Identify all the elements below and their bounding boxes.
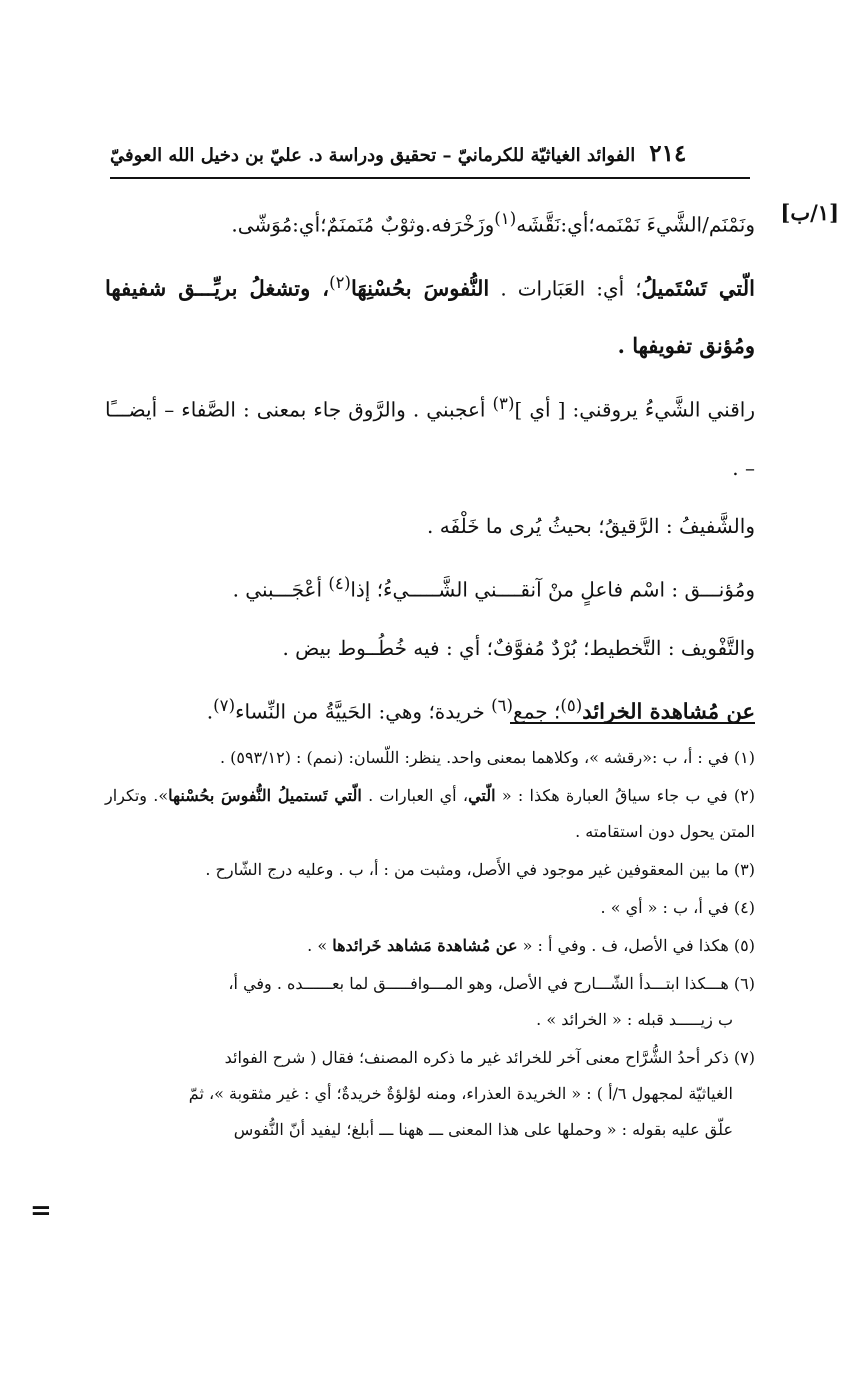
footnote-4: (٤) في أ، ب : « أي » . [600, 898, 755, 917]
footnote-2: (٢) في ب جاء سياقُ العبارة هكذا : « الّتي، أي العبارات . الّتي تَستميلُ النُّفوسَ بحُسْنها». وتكرار المتن يحول دون استقامته . [105, 786, 755, 841]
matn-phrase: عن مُشاهدة الخرائد [582, 698, 755, 724]
header-rule [110, 177, 750, 179]
text-line: الّتي تَسْتَميلُ؛ أي: العَبَارات . النُّفوسَ بحُسْنِهَا$^{(٢)}$، وتشغلُ بريِّـــق شفيفها ومُؤنق تفويفها . [105, 272, 755, 359]
running-title: الفوائد الغياثيّة للكرمانيّ – تحقيق ودراسة د. عليّ بن دخيل الله العوفيّ [110, 145, 636, 166]
footnote-ref[interactable]: (٥) [560, 695, 583, 715]
footnote-1: (١) في : أ، ب :«رقشه »، وكلاهما بمعنى واحد. ينظر: اللّسان: (نمم) : (٥٩٣/١٢) . [219, 748, 755, 767]
footnote-ref[interactable]: (٣) [492, 394, 515, 414]
text-line: ونَمْنَم/الشَّيءَ نَمْنَمه؛أي:نَقَّشَه$^{(١)}$وزَخْرَفه.وثوْبٌ مُنَمنَمٌ؛أي:مُوَشّى. [231, 209, 755, 237]
matn-phrase: النُّفوسَ بحُسْنِهَا [351, 275, 490, 301]
page-number: ٢١٤ [649, 140, 687, 167]
text-line: والشَّفيفُ : الرَّقيقُ؛ بحيثُ يُرى ما خَلْفَه . [427, 513, 755, 538]
footnote-ref[interactable]: (٢) [329, 272, 352, 292]
matn-phrase: ، وتشغلُ بريِّـــق شفيفها ومُؤنق تفويفها . [105, 275, 755, 359]
footnote-separator [510, 722, 755, 724]
text-line: والتَّفْويف : التَّخطيط؛ بُرْدٌ مُفوَّفٌ؛ أي : فيه خُطُــوط بيض . [282, 635, 755, 660]
footnote-6: (٦) هـــكذا ابتـــدأ الشّـــارح في الأصل، وهو المـــوافـــــق لما بعــــــده . وفي أ، ب زيـــــد قبله : « الخرائد » . [228, 974, 755, 1029]
footnote-ref[interactable]: (٤) [328, 573, 351, 593]
continuation-mark: = [30, 1196, 52, 1226]
manuscript-folio-marker: [١/ب] [780, 200, 839, 225]
footnote-7: (٧) ذكر أحدُ الشُّرَّاح معنى آخر للخرائد غير ما ذكره المصنف؛ فقال ( شرح الفوائد الغياثيّة لمجهول ٦/أ ) : « الخريدة العذراء، ومنه لؤلؤةٌ خريدةٌ؛ أي : غير مثقوبة »، ثمّ علّق عليه بقوله : « وحملها على هذا المعنى ـــ ههنا ـــ أبلغ؛ ليفيد أنّ النُّفوس [188, 1048, 755, 1139]
footnote-ref[interactable]: (١) [494, 209, 517, 228]
footnote-ref[interactable]: (٦) [491, 695, 514, 715]
page-header [110, 140, 750, 167]
text-line: ومُؤنـــق : اسْم فاعلٍ منْ آنقــــني الشَّـــــيءُ؛ إذا$^{(٤)}$ أعْجَـــبني . [232, 573, 755, 602]
footnote-ref[interactable]: (٧) [213, 695, 236, 715]
matn-phrase: الّتي تَسْتَميلُ [641, 275, 755, 301]
text-line: راقني الشَّيءُ يروقني: [ أي ]$^{(٣)}$ أعجبني . والرَّوق جاء بمعنى : الصَّفاء – أيضـــًا – . [105, 394, 755, 480]
text-line: عن مُشاهدة الخرائد$^{(٥)}$؛ جمع$^{(٦)}$ خريدة؛ وهي: الحَييَّةُ من النِّساء$^{(٧)}$. [206, 695, 755, 724]
footnotes [105, 740, 755, 1150]
main-text [105, 190, 755, 740]
footnote-5: (٥) هكذا في الأصل، ف . وفي أ : « عن مُشاهدة مَشاهد خَرائدها » . [307, 936, 755, 955]
footnote-3: (٣) ما بين المعقوفين غير موجود في الأَصل، ومثبت من : أ، ب . وعليه درج الشّارح . [205, 860, 755, 879]
